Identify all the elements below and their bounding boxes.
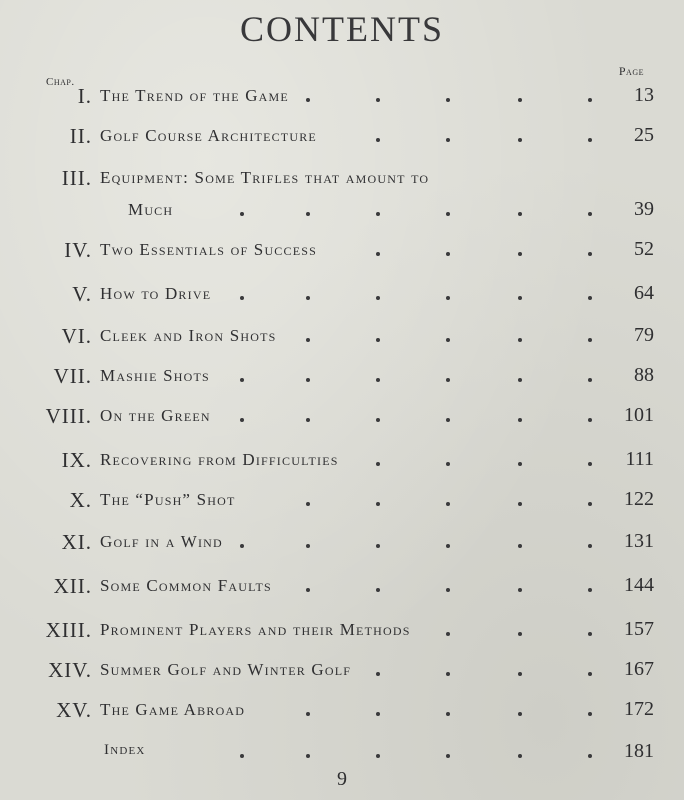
- chapter-title: The Trend of the Game: [100, 86, 289, 105]
- dot-leaders: [0, 582, 684, 596]
- leader-dot: [588, 418, 592, 422]
- page-number: 25: [634, 124, 654, 146]
- chapter-title: Two Essentials of Success: [100, 240, 317, 259]
- leader-dot: [306, 712, 310, 716]
- leader-dot: [446, 754, 450, 758]
- leader-dot: [446, 544, 450, 548]
- chapter-title: Summer Golf and Winter Golf: [100, 660, 352, 679]
- leader-dot: [240, 544, 244, 548]
- chapter-number: XI.: [61, 530, 92, 554]
- leader-dot: [306, 502, 310, 506]
- dot-leaders: [0, 332, 684, 346]
- leader-dot: [446, 632, 450, 636]
- chapter-title: The “Push” Shot: [100, 490, 236, 509]
- page-number: 39: [634, 198, 654, 220]
- contents-entry: [0, 166, 684, 196]
- leader-dot: [588, 712, 592, 716]
- chapter-title: On the Green: [100, 406, 211, 425]
- leader-dot: [306, 98, 310, 102]
- page-number: 181: [624, 740, 654, 762]
- page-number: 111: [625, 448, 654, 470]
- page-number: 101: [624, 404, 654, 426]
- leader-dot: [588, 462, 592, 466]
- chapter-number: XII.: [53, 574, 92, 598]
- leader-dot: [306, 212, 310, 216]
- leader-dot: [518, 98, 522, 102]
- chapter-title: Mashie Shots: [100, 366, 210, 385]
- chapter-number: I.: [77, 84, 92, 108]
- leader-dot: [588, 588, 592, 592]
- dot-leaders: [0, 496, 684, 510]
- leader-dot: [376, 544, 380, 548]
- page-number: 79: [634, 324, 654, 346]
- page-number: 122: [624, 488, 654, 510]
- leader-dot: [240, 296, 244, 300]
- contents-entry: [0, 530, 684, 560]
- dot-leaders: [0, 626, 684, 640]
- contents-entry: [0, 618, 684, 648]
- leader-dot: [588, 754, 592, 758]
- leader-dot: [446, 338, 450, 342]
- page-number: 131: [624, 530, 654, 552]
- leader-dot: [518, 712, 522, 716]
- leader-dot: [518, 296, 522, 300]
- chapter-number: II.: [69, 124, 92, 148]
- contents-entry: [0, 124, 684, 154]
- chapter-number: VII.: [53, 364, 92, 388]
- page-number: 172: [624, 698, 654, 720]
- dot-leaders: [0, 372, 684, 386]
- leader-dot: [518, 338, 522, 342]
- leader-dot: [588, 672, 592, 676]
- leader-dot: [588, 138, 592, 142]
- leader-dot: [588, 502, 592, 506]
- leader-dot: [518, 378, 522, 382]
- page-number: 157: [624, 618, 654, 640]
- chapter-number: XIV.: [48, 658, 92, 682]
- chapter-number: V.: [72, 282, 92, 306]
- page-number: 88: [634, 364, 654, 386]
- leader-dot: [240, 378, 244, 382]
- leader-dot: [446, 252, 450, 256]
- leader-dot: [518, 252, 522, 256]
- leader-dot: [518, 672, 522, 676]
- chapter-title: Prominent Players and their Methods: [100, 620, 411, 639]
- dot-leaders: [0, 246, 684, 260]
- page-folio: 9: [337, 768, 347, 790]
- leader-dot: [446, 378, 450, 382]
- leader-dot: [446, 712, 450, 716]
- contents-entry: [0, 84, 684, 114]
- contents-entry-index: [0, 740, 684, 770]
- page-title: CONTENTS: [240, 9, 444, 49]
- chapter-number: X.: [69, 488, 92, 512]
- dot-leaders: [0, 456, 684, 470]
- leader-dot: [306, 544, 310, 548]
- contents-entry: [0, 282, 684, 312]
- leader-dot: [446, 296, 450, 300]
- leader-dot: [376, 588, 380, 592]
- leader-dot: [376, 672, 380, 676]
- leader-dot: [588, 378, 592, 382]
- leader-dot: [306, 754, 310, 758]
- page-number: 64: [634, 282, 654, 304]
- leader-dot: [376, 712, 380, 716]
- leader-dot: [306, 338, 310, 342]
- leader-dot: [306, 588, 310, 592]
- dot-leaders: [0, 92, 684, 106]
- leader-dot: [588, 252, 592, 256]
- leader-dot: [588, 296, 592, 300]
- chapter-title: The Game Abroad: [100, 700, 246, 719]
- leader-dot: [376, 296, 380, 300]
- leader-dot: [376, 212, 380, 216]
- contents-entry: [0, 698, 684, 728]
- leader-dot: [588, 212, 592, 216]
- chapter-number: XV.: [56, 698, 92, 722]
- chapter-title: Index: [104, 742, 146, 758]
- dot-leaders: [0, 132, 684, 146]
- leader-dot: [518, 462, 522, 466]
- leader-dot: [588, 98, 592, 102]
- contents-entry: [0, 324, 684, 354]
- dot-leaders: [0, 706, 684, 720]
- contents-entry: [0, 448, 684, 478]
- leader-dot: [376, 138, 380, 142]
- chapter-title: How to Drive: [100, 284, 212, 303]
- chapter-number: XIII.: [45, 618, 92, 642]
- leader-dot: [446, 462, 450, 466]
- chapter-title: Recovering from Difficulties: [100, 450, 339, 469]
- chapter-number: III.: [61, 166, 92, 190]
- leader-dot: [446, 672, 450, 676]
- leader-dot: [376, 418, 380, 422]
- dot-leaders: [0, 206, 684, 220]
- chapter-number: VIII.: [45, 404, 92, 428]
- page-number: 52: [634, 238, 654, 260]
- leader-dot: [446, 98, 450, 102]
- leader-dot: [376, 252, 380, 256]
- contents-entry: [0, 238, 684, 268]
- leader-dot: [518, 544, 522, 548]
- contents-entry: [0, 404, 684, 434]
- leader-dot: [376, 98, 380, 102]
- chapter-number: VI.: [61, 324, 92, 348]
- leader-dot: [306, 418, 310, 422]
- chapter-title: Much: [128, 200, 174, 219]
- dot-leaders: [0, 666, 684, 680]
- leader-dot: [588, 632, 592, 636]
- chapter-title: Golf in a Wind: [100, 532, 223, 551]
- leader-dot: [306, 296, 310, 300]
- chapter-column-label: Chap.: [46, 76, 75, 88]
- leader-dot: [446, 588, 450, 592]
- contents-entry-continuation: [0, 198, 684, 228]
- chapter-title: Golf Course Architecture: [100, 126, 317, 145]
- leader-dot: [446, 212, 450, 216]
- leader-dot: [588, 544, 592, 548]
- leader-dot: [518, 588, 522, 592]
- dot-leaders: [0, 412, 684, 426]
- dot-leaders: [0, 748, 684, 762]
- leader-dot: [518, 502, 522, 506]
- leader-dot: [376, 502, 380, 506]
- leader-dot: [588, 338, 592, 342]
- dot-leaders: [0, 290, 684, 304]
- contents-entry: [0, 658, 684, 688]
- chapter-title: Equipment: Some Trifles that amount to: [100, 168, 430, 187]
- chapter-title: Some Common Faults: [100, 576, 272, 595]
- dot-leaders: [0, 538, 684, 552]
- leader-dot: [518, 138, 522, 142]
- leader-dot: [240, 418, 244, 422]
- leader-dot: [240, 212, 244, 216]
- leader-dot: [376, 462, 380, 466]
- leader-dot: [376, 378, 380, 382]
- page-number: 167: [624, 658, 654, 680]
- leader-dot: [518, 418, 522, 422]
- page-column-label: Page: [618, 64, 644, 78]
- chapter-title: Cleek and Iron Shots: [100, 326, 277, 345]
- chapter-number: IX.: [61, 448, 92, 472]
- leader-dot: [446, 418, 450, 422]
- leader-dot: [306, 378, 310, 382]
- contents-entry: [0, 488, 684, 518]
- leader-dot: [240, 754, 244, 758]
- contents-entry: [0, 574, 684, 604]
- leader-dot: [446, 502, 450, 506]
- leader-dot: [518, 632, 522, 636]
- page-number: 13: [634, 84, 654, 106]
- contents-entry: [0, 364, 684, 394]
- leader-dot: [446, 138, 450, 142]
- leader-dot: [376, 754, 380, 758]
- chapter-number: IV.: [64, 238, 92, 262]
- leader-dot: [518, 754, 522, 758]
- page-number: 144: [624, 574, 654, 596]
- leader-dot: [376, 338, 380, 342]
- leader-dot: [518, 212, 522, 216]
